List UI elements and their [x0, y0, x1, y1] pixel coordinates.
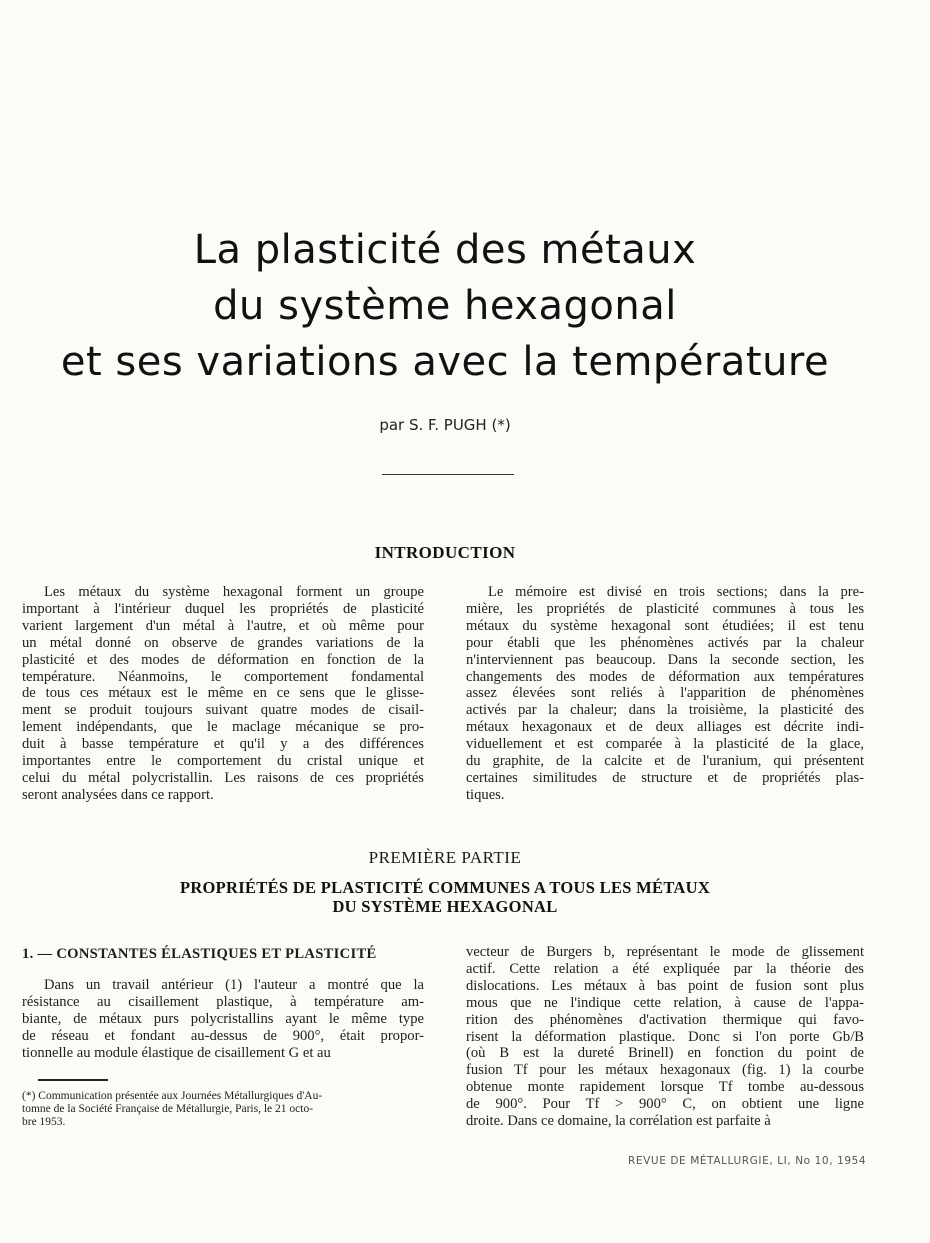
- text-line: de réseau et fondant au-dessus de 900°, était propor-: [22, 1027, 424, 1044]
- text-line: droite. Dans ce domaine, la corrélation est parfaite à: [466, 1113, 771, 1130]
- part-title: [0, 878, 890, 916]
- text-line: actif. Cette relation a été expliquée par la théorie des: [466, 960, 864, 977]
- title-line-3: et ses variations avec la température: [60, 339, 830, 385]
- introduction-heading: INTRODUCTION: [374, 543, 516, 562]
- text-line: ment se produit toujours suivant quatre modes de cisail-: [22, 702, 424, 719]
- text-line: vecteur de Burgers b, représentant le mode de glissement: [466, 944, 864, 960]
- text-line: rition des phénomènes d'activation thermique qui favo-: [466, 1011, 864, 1028]
- text-line: obtenue monte rapidement lorsque Tf tombe au-dessous: [466, 1079, 864, 1096]
- text-line: duit à basse température et qu'il y a des différences: [22, 736, 424, 753]
- text-line: de tous ces métaux est le même en ce sens que le glisse-: [22, 685, 424, 702]
- introduction-left-column: [22, 584, 424, 804]
- text-line: mous que ne l'indique cette relation, à cause de l'appa-: [466, 994, 864, 1011]
- footnote-rule: [38, 1079, 108, 1081]
- text-line: température. Néanmoins, le comportement fondamental: [22, 668, 424, 685]
- part-title-line-2: DU SYSTÈME HEXAGONAL: [332, 897, 558, 916]
- section-1-heading: 1. — CONSTANTES ÉLASTIQUES ET PLASTICITÉ: [22, 946, 377, 962]
- journal-reference: REVUE DE MÉTALLURGIE, LI, No 10, 1954: [628, 1155, 867, 1167]
- text-line: lement indépendants, que le maclage mécanique se pro-: [22, 719, 424, 736]
- footnote-line-3: bre 1953.: [22, 1116, 66, 1128]
- text-line: assez élevées sont reliés à l'apparition de phénomènes: [466, 685, 864, 702]
- text-line: seront analysées dans ce rapport.: [22, 786, 214, 803]
- text-line: changements des modes de déformation aux températures: [466, 668, 864, 685]
- text-line: certaines similitudes de structure et de propriétés plas-: [466, 769, 864, 786]
- text-line: risent la déformation plastique. Donc si l'on porte Gb/B: [466, 1028, 864, 1045]
- text-line: mière, les propriétés de plasticité communes à tous les: [466, 600, 864, 617]
- text-line: viduellement et est comparée à la plasticité de la glace,: [466, 736, 864, 753]
- footnote: [22, 1090, 424, 1129]
- text-line: Le mémoire est divisé en trois sections; dans la pre-: [488, 584, 864, 600]
- part-title-line-1: PROPRIÉTÉS DE PLASTICITÉ COMMUNES A TOUS LES MÉTAUX: [179, 878, 711, 897]
- text-line: tionnelle au module élastique de cisaillement G et au: [22, 1044, 331, 1061]
- text-line: activés par la chaleur; dans la troisième, la plasticité des: [466, 702, 864, 719]
- text-line: Dans un travail antérieur (1) l'auteur a montré que la: [44, 977, 424, 993]
- article-title: [0, 222, 890, 390]
- title-line-2: du système hexagonal: [213, 283, 677, 329]
- author-byline: par S. F. PUGH (*): [379, 416, 511, 434]
- text-line: un métal donné on observe de grandes variations de la: [22, 634, 424, 651]
- footnote-line-2: tomne de la Société Française de Métallurgie, Paris, le 21 octo-: [22, 1103, 314, 1115]
- title-divider: [382, 474, 514, 475]
- section-1-left-column: [22, 977, 424, 1062]
- text-line: métaux hexagonaux et de deux alliages est décrite indi-: [466, 719, 864, 736]
- text-line: résistance au cisaillement plastique, à température am-: [22, 993, 424, 1010]
- text-line: n'interviennent pas beaucoup. Dans la seconde section, les: [466, 651, 864, 668]
- text-line: tiques.: [466, 786, 505, 803]
- text-line: du graphite, de la calcite et de l'uranium, qui présentent: [466, 753, 864, 770]
- text-line: varient largement d'un métal à l'autre, et où même pour: [22, 617, 424, 634]
- text-line: important à l'intérieur duquel les propriétés de plasticité: [22, 600, 424, 617]
- text-line: celui du métal polycristallin. Les raisons de ces propriétés: [22, 769, 424, 786]
- text-line: biante, de métaux purs polycristallins ayant le même type: [22, 1010, 424, 1027]
- text-line: plasticité et des modes de déformation en fonction de la: [22, 651, 424, 668]
- section-1-right-column: [466, 944, 864, 1130]
- text-line: de 900°. Pour Tf > 900° C, on obtient une ligne: [466, 1096, 864, 1113]
- text-line: Les métaux du système hexagonal forment un groupe: [44, 584, 424, 600]
- part-label: PREMIÈRE PARTIE: [368, 848, 522, 867]
- text-line: importantes entre le comportement du cristal unique et: [22, 753, 424, 770]
- text-line: (où B est la dureté Brinell) en fonction du point de: [466, 1045, 864, 1062]
- title-line-1: La plasticité des métaux: [193, 227, 697, 273]
- text-line: pour établi que les phénomènes activés par la chaleur: [466, 634, 864, 651]
- footnote-line-1: (*) Communication présentée aux Journées Métallurgiques d'Au-: [22, 1090, 323, 1102]
- text-line: dislocations. Les métaux à bas point de fusion sont plus: [466, 977, 864, 994]
- introduction-right-column: [466, 584, 864, 804]
- text-line: fusion Tf pour les métaux hexagonaux (fig. 1) la courbe: [466, 1062, 864, 1079]
- text-line: métaux du système hexagonal sont étudiées; il est tenu: [466, 617, 864, 634]
